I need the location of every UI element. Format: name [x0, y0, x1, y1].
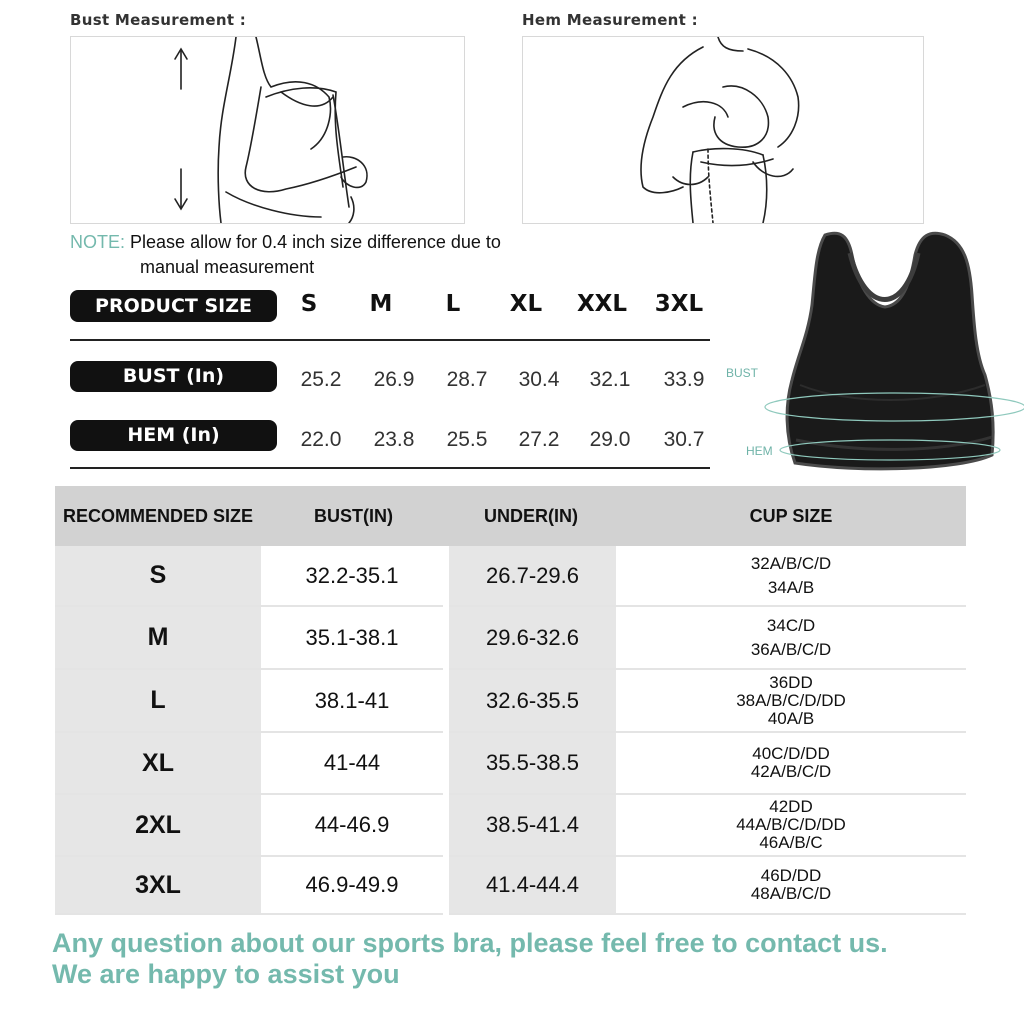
bust-measurement-illustration — [70, 36, 465, 224]
hem-value-m: 23.8 — [373, 428, 415, 451]
row-size: M — [55, 606, 261, 669]
size-header-3xl: 3XL — [654, 291, 704, 317]
row-bust: 44-46.9 — [261, 794, 446, 856]
table-divider-bottom — [70, 467, 710, 469]
header-recommended-size: RECOMMENDED SIZE — [55, 486, 261, 546]
note-line-1 — [70, 232, 501, 253]
hem-measurement-label: Hem Measurement : — [522, 11, 698, 29]
hem-value-l: 25.5 — [446, 428, 488, 451]
recommended-size-table — [55, 486, 966, 915]
bust-figure-drawing — [71, 37, 464, 223]
sports-bra-image — [726, 225, 1024, 485]
table-row — [55, 606, 966, 669]
cup-line: 40A/B — [767, 708, 815, 728]
row-under: 35.5-38.5 — [446, 732, 616, 794]
table-row — [55, 669, 966, 732]
cup-line: 40C/D/DD — [752, 744, 830, 763]
cup-line: 46D/DD — [760, 866, 822, 885]
header-under: UNDER(IN) — [446, 486, 616, 546]
bust-value-m: 26.9 — [373, 368, 415, 391]
row-cup — [616, 606, 966, 669]
cup-line: 36DD — [769, 672, 813, 692]
note-text-1: Please allow for 0.4 inch size difference due to — [130, 232, 501, 252]
footer-line-2: We are happy to assist you — [52, 959, 400, 989]
row-under: 38.5-41.4 — [446, 794, 616, 856]
table-divider-top — [70, 339, 710, 341]
cup-line: 36A/B/C/D — [750, 639, 832, 659]
bust-value-3xl: 33.9 — [663, 368, 705, 391]
bust-value-xxl: 32.1 — [589, 368, 631, 391]
hem-figure-drawing — [523, 37, 923, 223]
product-size-pill: PRODUCT SIZE — [70, 290, 277, 322]
size-header-l: L — [445, 291, 461, 317]
cup-line: 38A/B/C/D/DD — [736, 690, 846, 710]
cup-line: 44A/B/C/D/DD — [736, 815, 846, 834]
row-bust: 38.1-41 — [261, 669, 446, 732]
cup-line: 34C/D — [766, 615, 816, 635]
hem-in-pill: HEM (In) — [70, 420, 277, 451]
bra-hem-tag: HEM — [746, 444, 773, 458]
size-header-s: S — [300, 291, 318, 317]
row-size: S — [55, 546, 261, 606]
row-bust: 41-44 — [261, 732, 446, 794]
table-row — [55, 856, 966, 914]
table-row — [55, 732, 966, 794]
hem-value-xl: 27.2 — [518, 428, 560, 451]
cup-line: 46A/B/C — [759, 833, 823, 852]
table-header-row — [55, 486, 966, 546]
bust-in-pill: BUST (In) — [70, 361, 277, 392]
row-size: L — [55, 669, 261, 732]
row-under: 26.7-29.6 — [446, 546, 616, 606]
row-under: 29.6-32.6 — [446, 606, 616, 669]
sports-bra-drawing — [730, 225, 1024, 485]
bust-value-l: 28.7 — [446, 368, 488, 391]
footer-message — [52, 928, 1012, 990]
row-cup — [616, 732, 966, 794]
row-bust: 35.1-38.1 — [261, 606, 446, 669]
row-size: 2XL — [55, 794, 261, 856]
table-row — [55, 794, 966, 856]
cup-line: 32A/B/C/D — [750, 553, 832, 573]
hem-value-3xl: 30.7 — [663, 428, 705, 451]
row-bust: 32.2-35.1 — [261, 546, 446, 606]
bust-value-xl: 30.4 — [518, 368, 560, 391]
note-key: NOTE: — [70, 232, 126, 252]
row-cup — [616, 546, 966, 606]
hem-value-xxl: 29.0 — [589, 428, 631, 451]
cup-line: 42DD — [769, 797, 813, 816]
row-under: 32.6-35.5 — [446, 669, 616, 732]
row-cup — [616, 794, 966, 856]
footer-line-1: Any question about our sports bra, please feel free to contact us. — [52, 928, 888, 958]
bust-measurement-label: Bust Measurement : — [70, 11, 247, 29]
bra-bust-tag: BUST — [726, 366, 759, 380]
size-header-m: M — [369, 291, 393, 317]
row-cup — [616, 856, 966, 914]
row-bust: 46.9-49.9 — [261, 856, 446, 914]
row-cup — [616, 669, 966, 732]
header-bust: BUST(IN) — [261, 486, 446, 546]
header-cup-size: CUP SIZE — [616, 486, 966, 546]
cup-line: 48A/B/C/D — [750, 884, 832, 903]
hem-value-s: 22.0 — [300, 428, 342, 451]
row-size: XL — [55, 732, 261, 794]
cup-line: 34A/B — [767, 577, 815, 597]
note-line-2: manual measurement — [140, 257, 315, 277]
hem-measurement-illustration — [522, 36, 924, 224]
size-header-xxl: XXL — [576, 291, 628, 317]
bust-value-s: 25.2 — [300, 368, 342, 391]
table-row — [55, 546, 966, 606]
row-under: 41.4-44.4 — [446, 856, 616, 914]
size-header-xl: XL — [509, 291, 543, 317]
cup-line: 42A/B/C/D — [750, 762, 832, 781]
row-size: 3XL — [55, 856, 261, 914]
